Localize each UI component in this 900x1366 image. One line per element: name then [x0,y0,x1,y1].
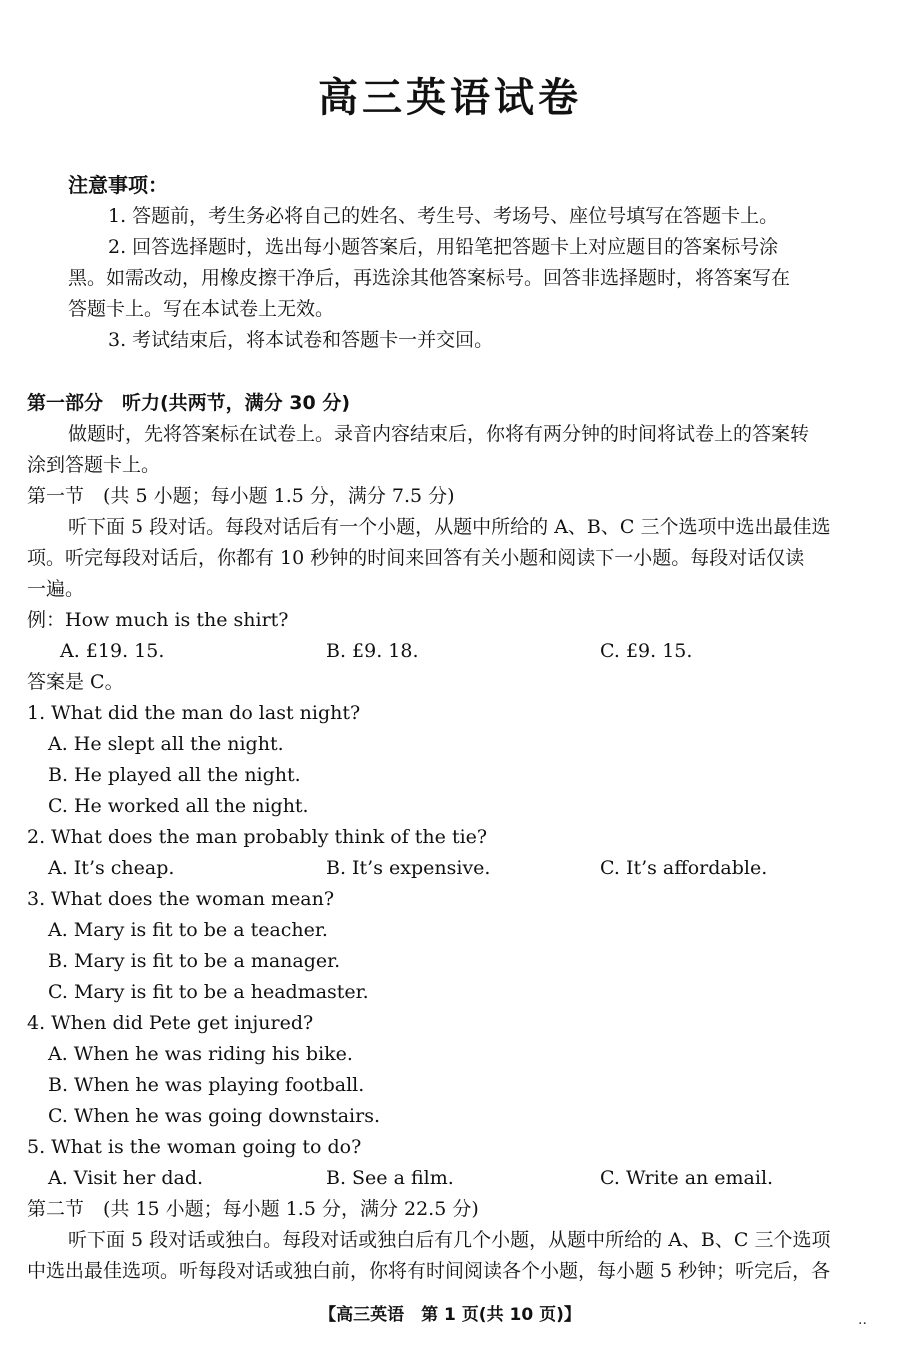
q3-option-b: B. Mary is fit to be a manager. [48,950,341,972]
section2-heading: 第二节 (共 15 小题；每小题 1.5 分，满分 22.5 分) [27,1198,479,1220]
q3-option-c: C. Mary is fit to be a headmaster. [48,981,369,1003]
section1-heading: 第一节 (共 5 小题；每小题 1.5 分，满分 7.5 分) [27,485,455,507]
section1-line-2: 项。听完每段对话后，你都有 10 秒钟的时间来回答有关小题和阅读下一小题。每段对话仅读 [27,547,805,569]
q3-question: 3. What does the woman mean? [27,888,335,910]
section1-line-3: 一遍。 [27,578,85,600]
q5-question: 5. What is the woman going to do? [27,1136,362,1158]
notice-item-1: 1. 答题前，考生务必将自己的姓名、考生号、考场号、座位号填写在答题卡上。 [108,205,779,227]
q4-option-a: A. When he was riding his bike. [48,1043,353,1065]
q5-option-a: A. Visit her dad. [48,1167,204,1189]
example-option-c: C. £9. 15. [600,640,693,662]
notice-item-2-line-1: 2. 回答选择题时，选出每小题答案后，用铅笔把答题卡上对应题目的答案标号涂 [108,236,779,258]
section2-line-1: 听下面 5 段对话或独白。每段对话或独白后有几个小题，从题中所给的 A、B、C 三个选项 [68,1229,831,1251]
example-option-b: B. £9. 18. [326,640,419,662]
notice-heading: 注意事项： [68,173,168,197]
notice-item-3: 3. 考试结束后，将本试卷和答题卡一并交回。 [108,329,494,351]
q4-option-c: C. When he was going downstairs. [48,1105,381,1127]
q2-option-b: B. It’s expensive. [326,857,491,879]
part1-heading: 第一部分 听力(共两节，满分 30 分) [27,392,351,414]
q1-option-c: C. He worked all the night. [48,795,309,817]
q4-question: 4. When did Pete get injured? [27,1012,314,1034]
notice-item-2-line-2: 黑。如需改动，用橡皮擦干净后，再选涂其他答案标号。回答非选择题时，将答案写在 [68,267,791,289]
notice-item-2-line-3: 答题卡上。写在本试卷上无效。 [68,298,335,320]
corner-mark: .. [858,1312,867,1328]
section2-line-2: 中选出最佳选项。听每段对话或独白前，你将有时间阅读各个小题，每小题 5 秒钟；听完后，各 [27,1260,831,1282]
q3-option-a: A. Mary is fit to be a teacher. [48,919,328,941]
q2-option-c: C. It’s affordable. [600,857,768,879]
section1-line-1: 听下面 5 段对话。每段对话后有一个小题，从题中所给的 A、B、C 三个选项中选出最佳选 [68,516,831,538]
q1-question: 1. What did the man do last night? [27,702,361,724]
example-option-a: A. £19. 15. [60,640,165,662]
page-footer: 【高三英语 第 1 页(共 10 页)】 [319,1305,581,1325]
example-question: 例：How much is the shirt? [27,609,289,631]
part1-intro-line-1: 做题时，先将答案标在试卷上。录音内容结束后，你将有两分钟的时间将试卷上的答案转 [68,423,810,445]
example-answer: 答案是 C。 [27,671,124,693]
q1-option-a: A. He slept all the night. [48,733,284,755]
q5-option-b: B. See a film. [326,1167,454,1189]
page-title: 高三英语试卷 [318,75,582,121]
q5-option-c: C. Write an email. [600,1167,774,1189]
q1-option-b: B. He played all the night. [48,764,301,786]
q2-option-a: A. It’s cheap. [48,857,175,879]
q2-question: 2. What does the man probably think of the tie? [27,826,488,848]
q4-option-b: B. When he was playing football. [48,1074,365,1096]
part1-intro-line-2: 涂到答题卡上。 [27,454,161,476]
